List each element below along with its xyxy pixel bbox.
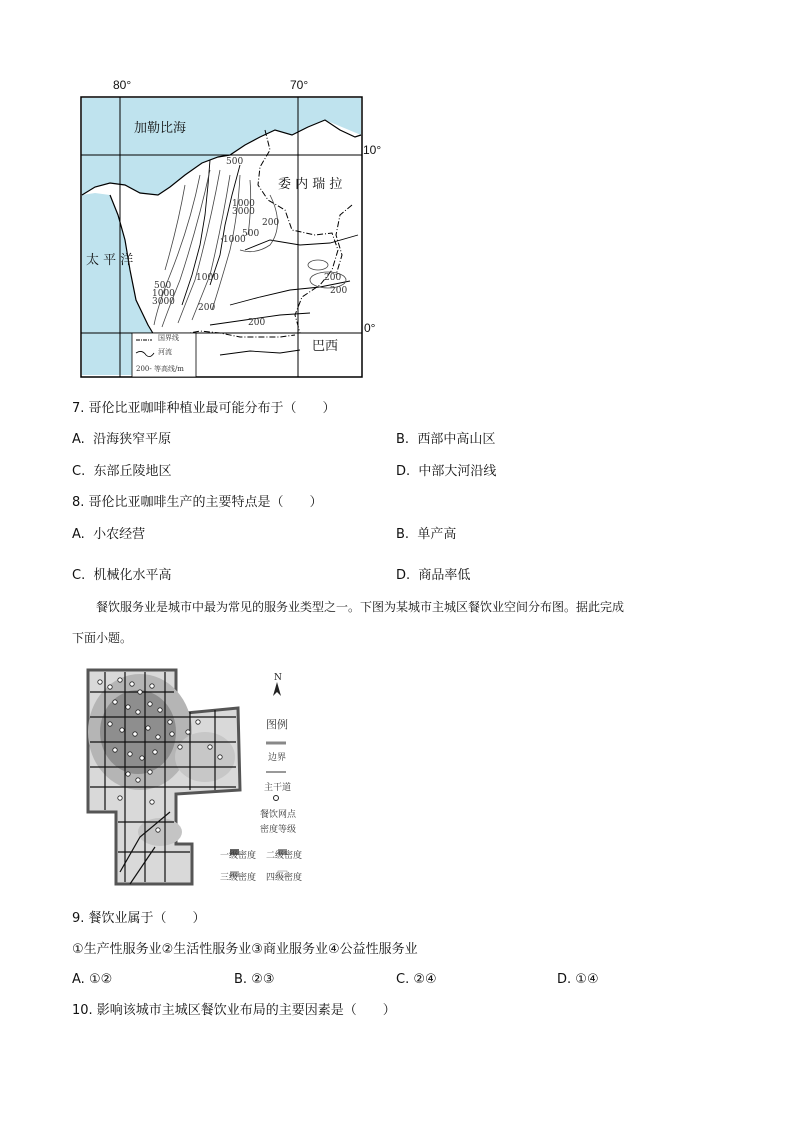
venezuela-label: 委 内 瑞 拉	[278, 177, 343, 192]
contour-label: 3000	[152, 297, 175, 307]
option-letter: B.	[396, 527, 410, 542]
option-text: 商品率低	[418, 568, 471, 583]
passage-line-2: 下面小题。	[72, 631, 133, 645]
contour-label: 1000	[196, 273, 219, 283]
legend-level-1: 一级密度	[220, 851, 257, 861]
question-7-stem: 7. 哥伦比亚咖啡种植业最可能分布于（ ）	[72, 401, 336, 416]
option-letter: C.	[72, 568, 86, 583]
option-letter: D.	[557, 972, 572, 987]
north-arrow-label: N	[274, 673, 282, 683]
legend-river-label: 河流	[158, 348, 172, 356]
option-text: ①④	[575, 972, 599, 987]
q8-option-c[interactable]	[72, 567, 172, 585]
caribbean-sea-label: 加勒比海	[134, 121, 187, 136]
q8-option-d[interactable]	[396, 567, 470, 585]
contour-label: 200	[330, 286, 348, 296]
legend-border-label: 边界	[268, 753, 287, 763]
option-text: 中部大河沿线	[418, 464, 497, 479]
legend-outlet-label: 餐饮网点	[260, 810, 297, 820]
question-8-stem: 8. 哥伦比亚咖啡生产的主要特点是（ ）	[72, 495, 323, 510]
question-9-statement: ①生产性服务业②生活性服务业③商业服务业④公益性服务业	[72, 942, 418, 957]
contour-label: 500	[226, 157, 244, 167]
option-text: 沿海狭窄平原	[93, 432, 172, 447]
colombia-map-svg	[70, 75, 390, 385]
q8-option-a[interactable]	[72, 526, 145, 544]
option-letter: C.	[72, 464, 86, 479]
option-text: ①②	[88, 972, 113, 987]
option-letter: A.	[72, 432, 85, 447]
q7-option-c[interactable]	[72, 463, 172, 481]
passage-line-1: 餐饮服务业是城市中最为常见的服务业类型之一。下图为某城市主城区餐饮业空间分布图。据此完成	[96, 600, 625, 614]
q7-option-b[interactable]	[396, 431, 495, 449]
lon-label-70: 70°	[290, 78, 309, 92]
lat-label-0: 0°	[364, 321, 376, 335]
brazil-label: 巴西	[312, 339, 339, 354]
q9-option-c[interactable]	[396, 971, 437, 989]
contour-label: 200	[324, 273, 342, 283]
restaurant-map	[80, 662, 320, 892]
legend-title: 图例	[266, 718, 288, 731]
legend-level-3: 三级密度	[220, 873, 257, 883]
pacific-ocean-label: 太 平 洋	[86, 253, 134, 268]
option-letter: D.	[396, 464, 411, 479]
q9-option-d[interactable]	[557, 971, 599, 989]
option-text: 小农经营	[93, 527, 146, 542]
q8-option-b[interactable]	[396, 526, 456, 544]
option-text: 机械化水平高	[93, 568, 172, 583]
q7-option-d[interactable]	[396, 463, 496, 481]
option-text: 东部丘陵地区	[93, 464, 172, 479]
question-9-stem: 9. 餐饮业属于（ ）	[72, 911, 206, 926]
contour-label: 200	[198, 303, 216, 313]
question-10-stem: 10. 影响该城市主城区餐饮业布局的主要因素是（ ）	[72, 1003, 396, 1018]
lat-label-10: 10°	[363, 143, 382, 157]
legend-level-2: 二级密度	[266, 851, 303, 861]
contour-label: 500	[154, 281, 172, 291]
contour-label: 1000	[232, 199, 255, 209]
q7-option-a[interactable]	[72, 431, 171, 449]
q9-option-b[interactable]	[234, 971, 275, 989]
legend-border-label: 国界线	[158, 334, 179, 342]
legend-density-label: 密度等级	[260, 825, 297, 835]
legend-contour-label: 200- 等高线/m	[136, 365, 184, 373]
option-letter: B.	[234, 972, 248, 987]
lon-label-80: 80°	[113, 78, 132, 92]
contour-label: 500	[242, 229, 260, 239]
contour-label: 1000	[152, 289, 175, 299]
option-text: ②④	[413, 972, 437, 987]
contour-label: 200	[248, 318, 266, 328]
colombia-map	[70, 75, 390, 385]
option-letter: C.	[396, 972, 410, 987]
option-text: 单产高	[417, 527, 457, 542]
option-text: 西部中高山区	[417, 432, 496, 447]
option-letter: A.	[72, 527, 85, 542]
contour-label: ·1000	[220, 235, 246, 245]
option-text: ②③	[251, 972, 275, 987]
contour-label: 200	[262, 218, 280, 228]
legend-road-label: 主干道	[264, 783, 292, 793]
option-letter: B.	[396, 432, 410, 447]
option-letter: A.	[72, 972, 85, 987]
legend-level-4: 四级密度	[266, 873, 303, 883]
contour-label: 3000	[232, 207, 255, 217]
option-letter: D.	[396, 568, 411, 583]
q9-option-a[interactable]	[72, 971, 112, 989]
